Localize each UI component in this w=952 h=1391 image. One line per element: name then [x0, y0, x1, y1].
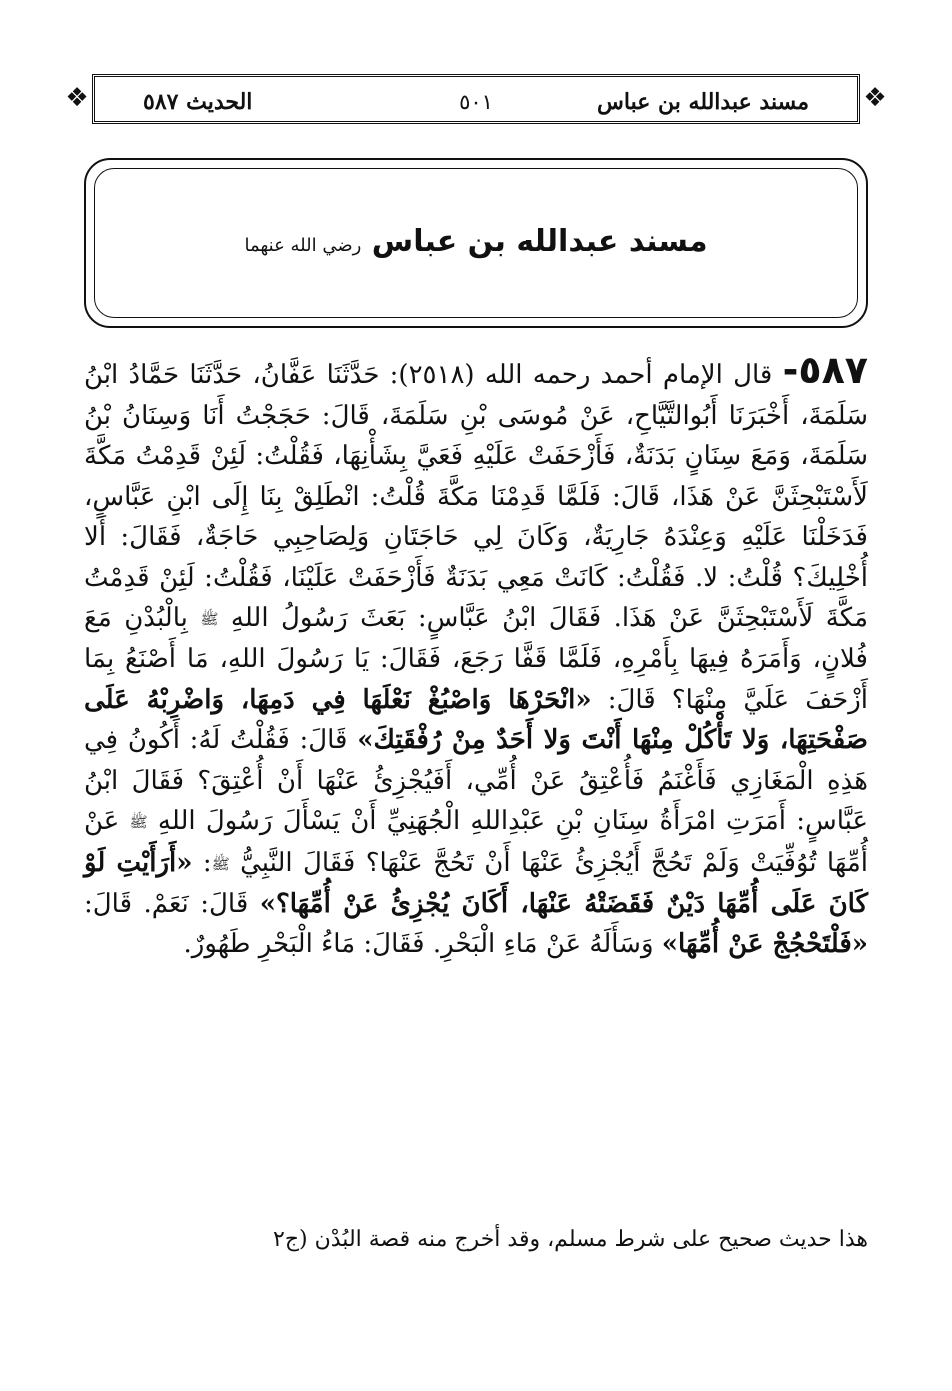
hadith-segment: بِالْبُدْنِ مَعَ فُلانٍ، وَأَمَرَهُ فِيهَا بِأَمْرِهِ، فَلَمَّا قَفَّا رَجَعَ، فَقَالَ: يَا رَسُولَ اللهِ، مَا أَصْنَعُ بِمَا أَزْحَفَ عَلَيَّ مِنْهَا؟ قَالَ:	[84, 603, 868, 715]
section-title-text: مسند عبدالله بن عباس	[371, 224, 708, 259]
prophetic-quote: «فَلْتَحْجُجْ عَنْ أُمِّهَا»	[661, 929, 868, 960]
header-book-title: مسند عبدالله بن عباس	[597, 89, 809, 115]
ornament-icon: ❖	[65, 83, 89, 113]
hadith-number: ٥٨٧-	[782, 348, 868, 392]
prophetic-quote: «أَرَأَيْتِ لَوْ كَانَ عَلَى أُمِّهَا دَيْنٌ فَقَضَتْهُ عَنْهَا، أَكَانَ يُجْزِئُ عَنْ أُمِّهَا؟»	[84, 847, 868, 919]
ornament-icon: ❖	[863, 83, 887, 113]
section-title	[86, 222, 866, 266]
prophetic-quote: «انْحَرْهَا وَاصْبُغْ نَعْلَهَا فِي دَمِهَا، وَاضْرِبْهُ عَلَى صَفْحَتِهَا، وَلا تَأْكُلْ مِنْهَا أَنْتَ وَلا أَحَدٌ مِنْ رُفْقَتِكَ»	[84, 684, 868, 756]
hadith-segment: عَنْ أُمِّهَا تُوُفِّيَتْ وَلَمْ تَحُجَّ أَيُجْزِئُ عَنْهَا أَنْ تَحُجَّ عَنْهَا؟ فَقَالَ النَّبِيُّ	[84, 806, 868, 878]
hadith-text: ٥٨٧- قال الإمام أحمد رحمه الله (٢٥١٨): حَدَّثَنَا عَفَّانُ، حَدَّثَنَا حَمَّادُ ابْنُ سَلَمَةَ، أَخْبَرَنَا أَبُوالتَّيَّاحِ، عَنْ مُوسَى بْنِ سَلَمَةَ، قَالَ: حَجَجْتُ أَنَا وَسِنَانُ بْنُ سَلَمَةَ، وَمَعَ سِنَانٍ بَدَنَةٌ، فَأَزْحَفَتْ عَلَيْهِ فَعَيَّ بِشَأْنِهَا، فَقُلْتُ: لَئِنْ قَدِمْتُ مَكَّةَ لَأَسْتَبْحِثَنَّ عَنْ هَذَا، قَالَ: فَلَمَّا قَدِمْنَا مَكَّةَ قُلْتُ: انْطَلِقْ بِنَا إِلَى ابْنِ عَبَّاسٍ، فَدَخَلْنَا عَلَيْهِ وَعِنْدَهُ جَارِيَةٌ، وَكَانَ لِي حَاجَتَانِ وَلِصَاحِبِي حَاجَةٌ، فَقَالَ: أَلا أُخْلِيكَ؟ قُلْتُ: لا. فَقُلْتُ: كَانَتْ مَعِي بَدَنَةٌ فَأَزْحَفَتْ عَلَيْنَا، فَقُلْتُ: لَئِنْ قَدِمْتُ مَكَّةَ لَأَسْتَبْحِثَنَّ عَنْ هَذَا. فَقَالَ ابْنُ عَبَّاسٍ: بَعَثَ رَسُولُ اللهِ ﷺ بِالْبُدْنِ مَعَ فُلانٍ، وَأَمَرَهُ فِيهَا بِأَمْرِهِ، فَلَمَّا قَفَّا رَجَعَ، فَقَالَ: يَا رَسُولَ اللهِ، مَا أَصْنَعُ بِمَا أَزْحَفَ عَلَيَّ مِنْهَا؟ قَالَ: «انْحَرْهَا وَاصْبُغْ نَعْلَهَا فِي دَمِهَا، وَاضْرِبْهُ عَلَى صَفْحَتِهَا، وَلا تَأْكُلْ مِنْهَا أَنْتَ وَلا أَحَدٌ مِنْ رُفْقَتِكَ» قَالَ: فَقُلْتُ لَهُ: أَكُونُ فِي هَذِهِ الْمَغَازِي فَأَغْنَمُ فَأُعْتِقُ عَنْ أُمِّي، أَفَيُجْزِئُ عَنْهَا أَنْ أُعْتِقَ؟ فَقَالَ ابْنُ عَبَّاسٍ: أَمَرَتِ امْرَأَةُ سِنَانِ بْنِ عَبْدِاللهِ الْجُهَنِيِّ أَنْ يَسْأَلَ رَسُولَ اللهِ ﷺ عَنْ أُمِّهَا تُوُفِّيَتْ وَلَمْ تَحُجَّ أَيُجْزِئُ عَنْهَا أَنْ تَحُجَّ عَنْهَا؟ فَقَالَ النَّبِيُّ ﷺ: «أَرَأَيْتِ لَوْ كَانَ عَلَى أُمِّهَا دَيْنٌ فَقَضَتْهُ عَنْهَا، أَكَانَ يُجْزِئُ عَنْ أُمِّهَا؟» قَالَ: نَعَمْ. قَالَ: «فَلْتَحْجُجْ عَنْ أُمِّهَا» وَسَأَلَهُ عَنْ مَاءِ الْبَحْرِ. فَقَالَ: مَاءُ الْبَحْرِ طَهُورٌ.	[84, 348, 869, 960]
grading-note: هذا حديث صحيح على شرط مسلم، وقد أخرج منه قصة البُدْن (ج٢	[273, 1227, 868, 1252]
section-title-frame	[84, 158, 868, 328]
header-hadith-number: الحديث ٥٨٧	[143, 89, 253, 115]
salutation-mark: ﷺ	[200, 609, 219, 628]
header-page-number: ٥٠١	[459, 90, 493, 114]
hadith-segment: وَسَأَلَهُ عَنْ مَاءِ الْبَحْرِ. فَقَالَ: مَاءُ الْبَحْرِ طَهُورٌ.	[183, 929, 654, 960]
hadith-segment: قَالَ: فَقُلْتُ لَهُ: أَكُونُ فِي هَذِهِ الْمَغَازِي فَأَغْنَمُ فَأُعْتِقُ عَنْ أُمِّي، أَفَيُجْزِئُ عَنْهَا أَنْ أُعْتِقَ؟ فَقَالَ ابْنُ عَبَّاسٍ: أَمَرَتِ امْرَأَةُ سِنَانِ بْنِ عَبْدِاللهِ الْجُهَنِيِّ أَنْ يَسْأَلَ رَسُولَ اللهِ	[84, 725, 869, 837]
hadith-segment: قَالَ: نَعَمْ. قَالَ:	[84, 888, 249, 919]
salutation-mark: ﷺ	[129, 813, 148, 831]
honorific-mark: رضي الله عنهما	[244, 235, 362, 256]
header-frame	[92, 74, 860, 124]
running-header	[62, 74, 890, 128]
salutation-mark: ﷺ	[211, 854, 230, 873]
hadith-segment: قال الإمام أحمد رحمه الله (٢٥١٨): حَدَّثَنَا عَفَّانُ، حَدَّثَنَا حَمَّادُ ابْنُ سَلَمَةَ، أَخْبَرَنَا أَبُوالتَّيَّاحِ، عَنْ مُوسَى بْنِ سَلَمَةَ، قَالَ: حَجَجْتُ أَنَا وَسِنَانُ بْنُ سَلَمَةَ، وَمَعَ سِنَانٍ بَدَنَةٌ، فَأَزْحَفَتْ عَلَيْهِ فَعَيَّ بِشَأْنِهَا، فَقُلْتُ: لَئِنْ قَدِمْتُ مَكَّةَ لَأَسْتَبْحِثَنَّ عَنْ هَذَا، قَالَ: فَلَمَّا قَدِمْنَا مَكَّةَ قُلْتُ: انْطَلِقْ بِنَا إِلَى ابْنِ عَبَّاسٍ، فَدَخَلْنَا عَلَيْهِ وَعِنْدَهُ جَارِيَةٌ، وَكَانَ لِي حَاجَتَانِ وَلِصَاحِبِي حَاجَةٌ، فَقَالَ: أَلا أُخْلِيكَ؟ قُلْتُ: لا. فَقُلْتُ: كَانَتْ مَعِي بَدَنَةٌ فَأَزْحَفَتْ عَلَيْنَا، فَقُلْتُ: لَئِنْ قَدِمْتُ مَكَّةَ لَأَسْتَبْحِثَنَّ عَنْ هَذَا. فَقَالَ ابْنُ عَبَّاسٍ: بَعَثَ رَسُولُ اللهِ	[84, 360, 868, 633]
